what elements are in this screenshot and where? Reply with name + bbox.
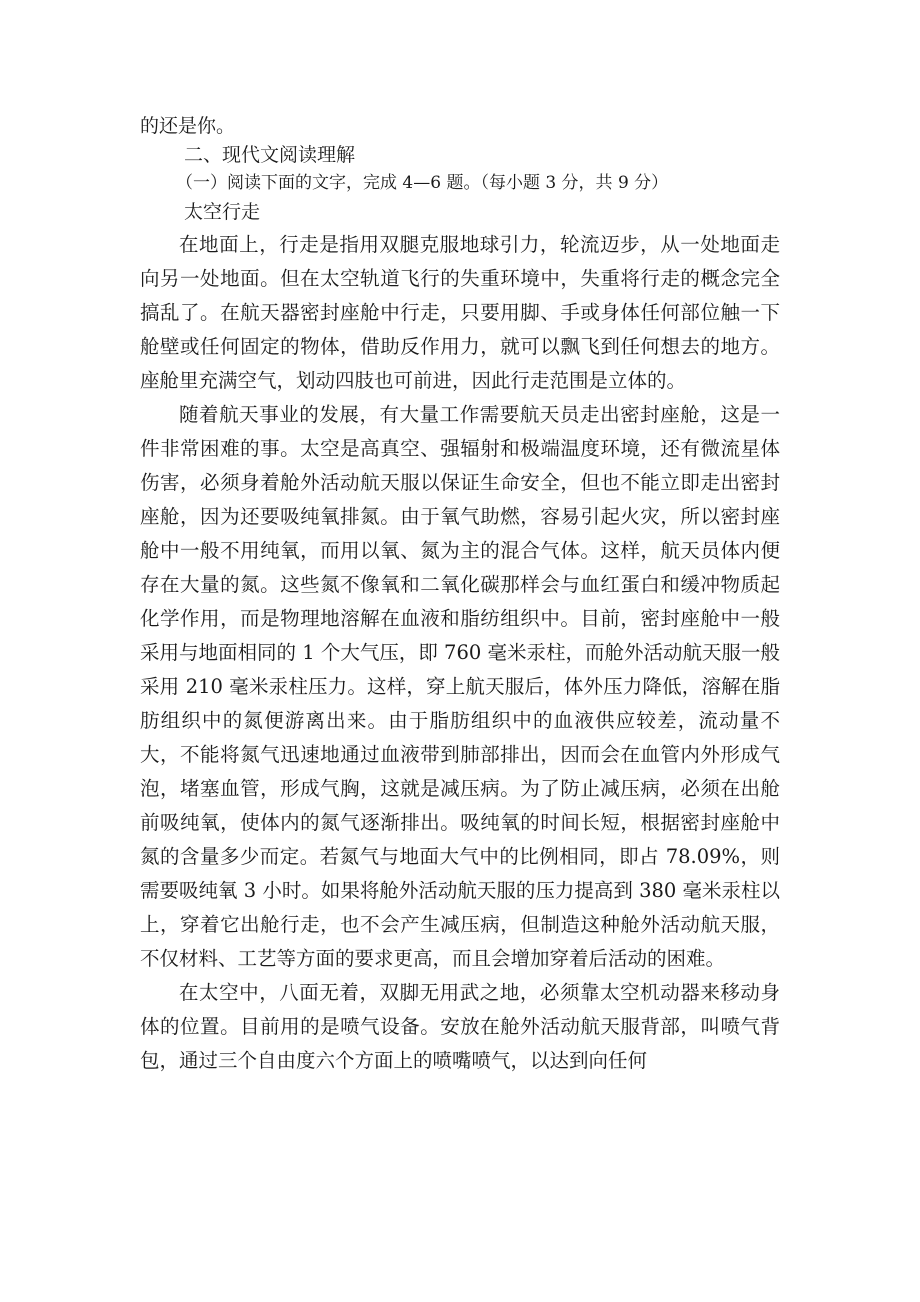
section-heading: 二、现代文阅读理解 [184, 143, 356, 166]
question-instruction: （一）阅读下面的文字，完成 4—6 题。（每小题 3 分，共 9 分） [176, 173, 669, 194]
document-page [140, 112, 780, 1078]
paragraph-1: 在地面上，行走是指用双腿克服地球引力，轮流迈步，从一处地面走向另一处地面。但在太空轨道飞行的失重环境中，失重将行走的概念完全搞乱了。在航天器密封座舱中行走，只要用脚、手或身体任何部位触一下舱壁或任何固定的物体，借助反作用力，就可以飘飞到任何想去的地方。座舱里充满空气，划动四肢也可前进，因此行走范围是立体的。 [140, 233, 780, 393]
carry-over-text: 的还是你。 [140, 115, 236, 137]
paragraph-2: 随着航天事业的发展，有大量工作需要航天员走出密封座舱，这是一件非常困难的事。太空是高真空、强辐射和极端温度环境，还有微流星体伤害，必须身着舱外活动航天服以保证生命安全，但也不能立即走出密封座舱，因为还要吸纯氧排氮。由于氧气助燃，容易引起火灾，所以密封座舱中一般不用纯氧，而用以氧、氮为主的混合气体。这样，航天员体内便存在大量的氮。这些氮不像氧和二氧化碳那样会与血红蛋白和缓冲物质起化学作用，而是物理地溶解在血液和脂纺组织中。目前，密封座舱中一般采用与地面相同的 1 个大气压，即 760 毫米汞柱，而舱外活动航天服一般采用 210 毫米汞柱压力。这样，穿上航天服后，体外压力降低，溶解在脂肪组织中的氮便游离出来。由于脂肪组织中的血液供应较差，流动量不大，不能将氮气迅速地通过血液带到肺部排出，因而会在血管内外形成气泡，堵塞血管，形成气胸，这就是减压病。为了防止减压病，必须在出舱前吸纯氧，使体内的氮气逐渐排出。吸纯氧的时间长短，根据密封座舱中氮的含量多少而定。若氮气与地面大气中的比例相同，即占 78.09%，则需要吸纯氧 3 小时。如果将舱外活动航天服的压力提高到 380 毫米汞柱以上，穿着它出舱行走，也不会产生减压病，但制造这种舱外活动航天服，不仅材料、工艺等方面的要求更高，而且会增加穿着后活动的困难。 [140, 403, 780, 971]
paragraph-3: 在太空中，八面无着，双脚无用武之地，必须靠太空机动器来移动身体的位置。目前用的是喷气设备。安放在舱外活动航天服背部，叫喷气背包，通过三个自由度六个方面上的喷嘴喷气，以达到向任何 [140, 981, 780, 1073]
article-title: 太空行走 [184, 200, 261, 223]
